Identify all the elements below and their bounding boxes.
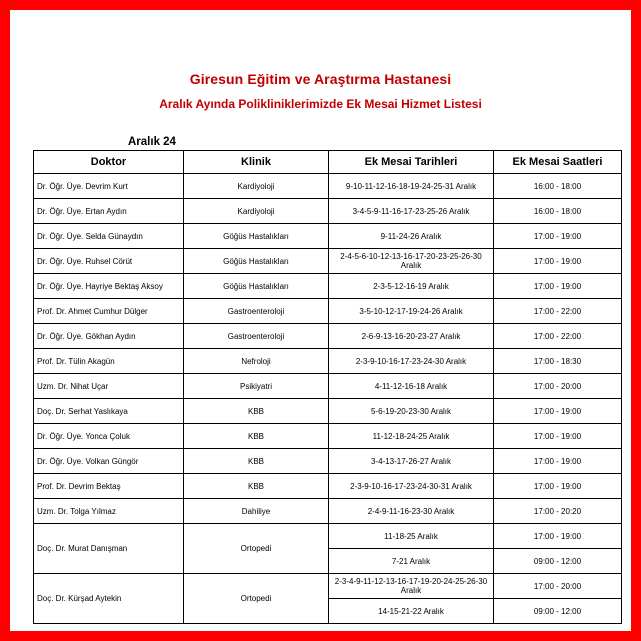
hours-cell: 17:00 - 20:00 (494, 574, 622, 599)
overtime-table (33, 150, 622, 624)
clinic-cell: Göğüs Hastalıkları (184, 224, 329, 249)
clinic-cell: Göğüs Hastalıkları (184, 274, 329, 299)
doctor-cell: Dr. Öğr. Üye. Volkan Güngör (34, 449, 184, 474)
dates-cell: 4-11-12-16-18 Aralık (329, 374, 494, 399)
clinic-cell: Psikiyatri (184, 374, 329, 399)
doctor-cell: Dr. Öğr. Üye. Hayriye Bektaş Aksoy (34, 274, 184, 299)
doctor-cell: Dr. Öğr. Üye. Ertan Aydın (34, 199, 184, 224)
doctor-cell: Prof. Dr. Ahmet Cumhur Dülger (34, 299, 184, 324)
dates-cell: 11-12-18-24-25 Aralık (329, 424, 494, 449)
dates-cell: 11-18-25 Aralık (329, 524, 494, 549)
dates-cell: 2-3-4-9-11-12-13-16-17-19-20-24-25-26-30 Aralık (329, 574, 494, 599)
dates-cell: 5-6-19-20-23-30 Aralık (329, 399, 494, 424)
table-row (34, 174, 622, 199)
clinic-cell: Nefroloji (184, 349, 329, 374)
hours-cell: 17:00 - 19:00 (494, 399, 622, 424)
table-header-row (34, 151, 622, 174)
doctor-cell: Doç. Dr. Serhat Yaslıkaya (34, 399, 184, 424)
clinic-cell: KBB (184, 399, 329, 424)
column-header-hours: Ek Mesai Saatleri (494, 151, 622, 174)
table-row (34, 224, 622, 249)
hours-cell: 17:00 - 19:00 (494, 449, 622, 474)
hours-cell: 09:00 - 12:00 (494, 599, 622, 624)
clinic-cell: Ortopedi (184, 574, 329, 624)
hours-cell: 17:00 - 18:30 (494, 349, 622, 374)
list-subtitle: Aralık Ayında Polikliniklerimizde Ek Mesai Hizmet Listesi (159, 97, 482, 111)
table-row (34, 474, 622, 499)
table-row (34, 274, 622, 299)
column-header-dates: Ek Mesai Tarihleri (329, 151, 494, 174)
table-body (34, 174, 622, 624)
table-row (34, 299, 622, 324)
table-row (34, 524, 622, 549)
table-row (34, 424, 622, 449)
hours-cell: 17:00 - 19:00 (494, 424, 622, 449)
dates-cell: 3-5-10-12-17-19-24-26 Aralık (329, 299, 494, 324)
doctor-cell: Dr. Öğr. Üye. Devrim Kurt (34, 174, 184, 199)
hours-cell: 17:00 - 19:00 (494, 524, 622, 549)
column-header-clinic: Klinik (184, 151, 329, 174)
hours-cell: 16:00 - 18:00 (494, 199, 622, 224)
clinic-cell: Göğüs Hastalıkları (184, 249, 329, 274)
hours-cell: 17:00 - 19:00 (494, 474, 622, 499)
hospital-title: Giresun Eğitim ve Araştırma Hastanesi (189, 71, 452, 87)
doctor-cell: Doç. Dr. Murat Danışman (34, 524, 184, 574)
clinic-cell: Kardiyoloji (184, 174, 329, 199)
hours-cell: 17:00 - 20:00 (494, 374, 622, 399)
doctor-cell: Dr. Öğr. Üye. Ruhsel Cörüt (34, 249, 184, 274)
table-row (34, 324, 622, 349)
hours-cell: 17:00 - 22:00 (494, 324, 622, 349)
doctor-cell: Doç. Dr. Kürşad Aytekin (34, 574, 184, 624)
hours-cell: 17:00 - 19:00 (494, 224, 622, 249)
dates-cell: 14-15-21-22 Aralık (329, 599, 494, 624)
document-page (10, 10, 631, 631)
doctor-cell: Dr. Öğr. Üye. Yonca Çoluk (34, 424, 184, 449)
hours-cell: 17:00 - 19:00 (494, 249, 622, 274)
table-row (34, 574, 622, 599)
table-row (34, 199, 622, 224)
clinic-cell: KBB (184, 474, 329, 499)
hours-cell: 09:00 - 12:00 (494, 549, 622, 574)
dates-cell: 2-6-9-13-16-20-23-27 Aralık (329, 324, 494, 349)
table-row (34, 499, 622, 524)
clinic-cell: Gastroenteroloji (184, 324, 329, 349)
dates-cell: 2-4-5-6-10-12-13-16-17-20-23-25-26-30 Aralık (329, 249, 494, 274)
doctor-cell: Prof. Dr. Devrim Bektaş (34, 474, 184, 499)
hours-cell: 17:00 - 19:00 (494, 274, 622, 299)
dates-cell: 2-3-9-10-16-17-23-24-30-31 Aralık (329, 474, 494, 499)
doctor-cell: Dr. Öğr. Üye. Gökhan Aydın (34, 324, 184, 349)
dates-cell: 3-4-13-17-26-27 Aralık (329, 449, 494, 474)
doctor-cell: Dr. Öğr. Üye. Selda Günaydın (34, 224, 184, 249)
table-row (34, 399, 622, 424)
doctor-cell: Uzm. Dr. Tolga Yılmaz (34, 499, 184, 524)
dates-cell: 7-21 Aralık (329, 549, 494, 574)
clinic-cell: Ortopedi (184, 524, 329, 574)
table-row (34, 349, 622, 374)
clinic-cell: Dahiliye (184, 499, 329, 524)
clinic-cell: KBB (184, 424, 329, 449)
hours-cell: 17:00 - 20:20 (494, 499, 622, 524)
dates-cell: 2-3-5-12-16-19 Aralık (329, 274, 494, 299)
doctor-cell: Uzm. Dr. Nihat Uçar (34, 374, 184, 399)
table-row (34, 449, 622, 474)
hours-cell: 16:00 - 18:00 (494, 174, 622, 199)
column-header-doctor: Doktor (34, 151, 184, 174)
clinic-cell: Kardiyoloji (184, 199, 329, 224)
clinic-cell: Gastroenteroloji (184, 299, 329, 324)
dates-cell: 2-3-9-10-16-17-23-24-30 Aralık (329, 349, 494, 374)
month-label: Aralık 24 (128, 136, 176, 148)
dates-cell: 9-11-24-26 Aralık (329, 224, 494, 249)
dates-cell: 9-10-11-12-16-18-19-24-25-31 Aralık (329, 174, 494, 199)
dates-cell: 2-4-9-11-16-23-30 Aralık (329, 499, 494, 524)
table-row (34, 249, 622, 274)
table-row (34, 374, 622, 399)
hours-cell: 17:00 - 22:00 (494, 299, 622, 324)
doctor-cell: Prof. Dr. Tülin Akagün (34, 349, 184, 374)
dates-cell: 3-4-5-9-11-16-17-23-25-26 Aralık (329, 199, 494, 224)
clinic-cell: KBB (184, 449, 329, 474)
